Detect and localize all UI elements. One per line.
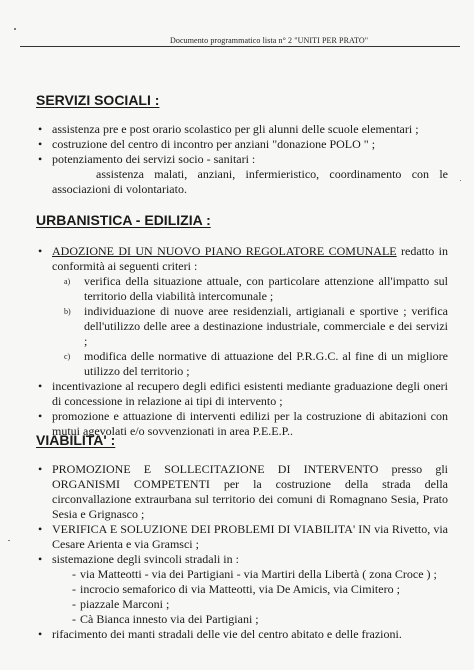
bullet-icon: • xyxy=(38,522,43,536)
servizi-sociali-list xyxy=(28,122,448,197)
sublist-marker: c) xyxy=(64,352,71,361)
dash-marker: - xyxy=(72,582,76,596)
bullet-icon: • xyxy=(38,122,43,136)
list-item-continuation: assistenza malati, anziani, infermieristico, coordinamento con le associazioni di volontariato. xyxy=(52,167,448,196)
bullet-icon: • xyxy=(38,379,43,393)
dash-marker: - xyxy=(72,612,76,626)
dash-list-item: - Cà Bianca innesto via dei Partigiani ; xyxy=(72,612,259,626)
scan-speck xyxy=(14,28,16,30)
sublist xyxy=(28,274,448,379)
viabilita-list xyxy=(28,462,448,642)
dash-marker: - xyxy=(72,597,76,611)
bullet-icon: • xyxy=(38,627,43,641)
list-item: • ADOZIONE DI UN NUOVO PIANO REGOLATORE COMUNALE redatto in conformità ai seguenti criteri : xyxy=(38,244,449,273)
sublist-marker: a) xyxy=(64,277,71,286)
list-item: • VERIFICA E SOLUZIONE DEI PROBLEMI DI VIABILITA' IN via Rivetto, via Cesare Arienta e via Gramsci ; xyxy=(38,522,448,551)
sublist-item: b) individuazione di nuove aree residenziali, artigianali e sportive ; verifica dell'utilizzo delle aree a destinazione industriale, commerciale e dei servizi ; xyxy=(64,304,448,348)
list-item: • incentivazione al recupero degli edifici esistenti mediante graduazione degli oneri di concessione in relazione ai tipi di intervento ; xyxy=(38,379,448,408)
scan-speck xyxy=(8,540,10,541)
list-item: • PROMOZIONE E SOLLECITAZIONE DI INTERVENTO presso gli ORGANISMI COMPETENTI per la costruzione della strada della circonvallazione extraurbana sul territorio dei comuni di Romagnano Sesia, Prato Sesia e Grignasco ; xyxy=(38,462,448,521)
section-title-viabilita: VIABILITA' : xyxy=(36,432,116,448)
list-item: • potenziamento dei servizi socio - sanitari : xyxy=(38,152,256,166)
list-item: • promozione e attuazione di interventi edilizi per la costruzione di abitazioni con mutui agevolati e/o sovvenzionati in area P.E.E.P.. xyxy=(38,409,448,438)
dash-list-item: - piazzale Marconi ; xyxy=(72,597,170,611)
dash-marker: - xyxy=(72,567,76,581)
list-item: • costruzione del centro di incontro per anziani "donazione POLO " ; xyxy=(38,137,376,151)
bullet-icon: • xyxy=(38,244,43,258)
dash-list-item: - via Matteotti - via dei Partigiani - via Martiri della Libertà ( zona Croce ) ; xyxy=(72,567,437,581)
sublist-marker: b) xyxy=(64,307,71,316)
header-rule xyxy=(20,46,460,47)
bullet-icon: • xyxy=(38,552,43,566)
section-title-urbanistica-edilizia: URBANISTICA - EDILIZIA : xyxy=(36,212,211,228)
section-title-servizi-sociali: SERVIZI SOCIALI : xyxy=(36,92,160,108)
list-item: • sistemazione degli svincoli stradali in : xyxy=(38,552,239,566)
prgc-heading: ADOZIONE DI UN NUOVO PIANO REGOLATORE COMUNALE xyxy=(52,244,397,258)
page-header: Documento programmatico lista n° 2 "UNITI PER PRATO" xyxy=(170,36,369,45)
list-item: • rifacimento dei manti stradali delle vie del centro abitato e delle frazioni. xyxy=(38,627,402,641)
bullet-icon: • xyxy=(38,152,43,166)
dash-list-item: - incrocio semaforico di via Matteotti, via De Amicis, via Cimitero ; xyxy=(72,582,400,596)
list-item: • assistenza pre e post orario scolastico per gli alunni delle scuole elementari ; xyxy=(38,122,419,136)
urbanistica-list xyxy=(28,244,448,439)
scan-speck xyxy=(460,180,461,181)
sublist-item: c) modifica delle normative di attuazione del P.R.G.C. al fine di un migliore utilizzo del territorio ; xyxy=(64,349,448,378)
bullet-icon: • xyxy=(38,137,43,151)
bullet-icon: • xyxy=(38,462,43,476)
sublist-item: a) verifica della situazione attuale, con particolare attenzione all'impatto sul territorio della viabilità intercomunale ; xyxy=(64,274,448,303)
bullet-icon: • xyxy=(38,409,43,423)
